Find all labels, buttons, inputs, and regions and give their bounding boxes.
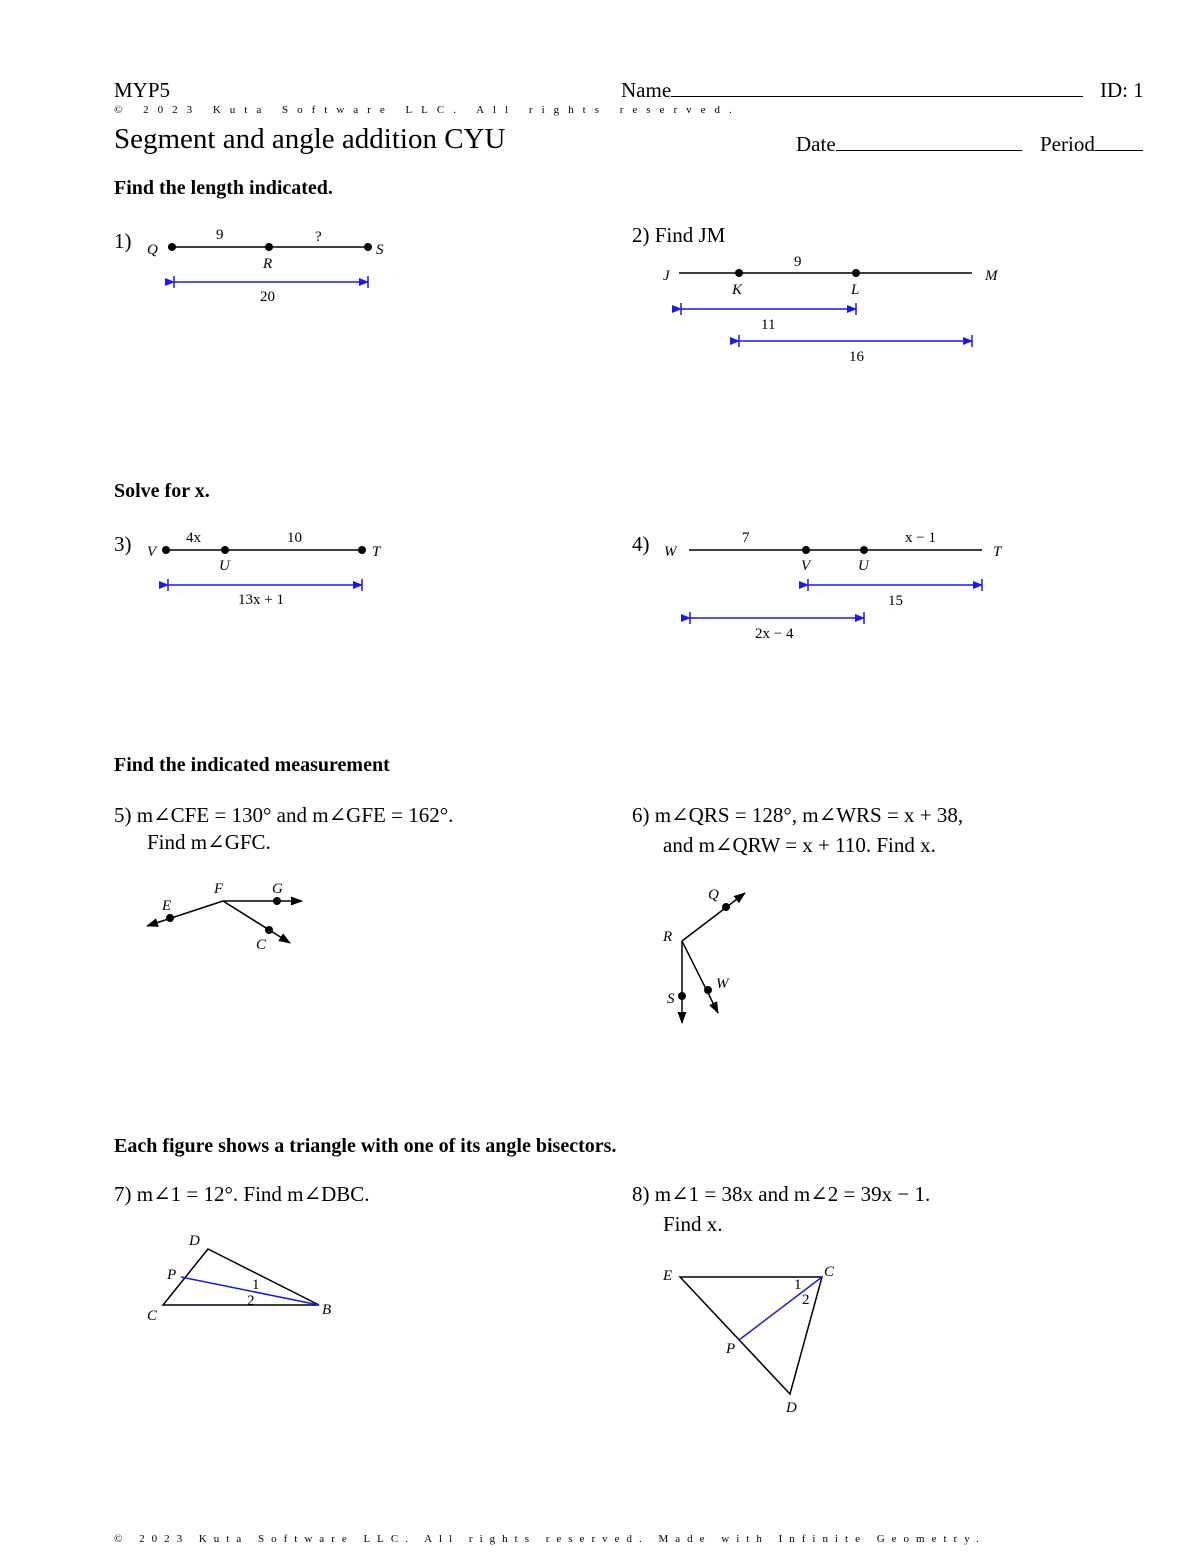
label-w: W — [716, 976, 729, 992]
point-v — [162, 546, 170, 554]
problem-2-text: Find JM — [654, 223, 726, 247]
problem-7-number: 7) — [114, 1182, 132, 1206]
label-vt-length: 15 — [888, 593, 903, 609]
label-km-length: 16 — [849, 349, 864, 365]
problem-2-number: 2) — [632, 223, 650, 247]
ray-fe — [147, 901, 223, 926]
course-label: MYP5 — [114, 78, 171, 102]
point-v — [802, 546, 810, 554]
problem-8-number: 8) — [632, 1182, 650, 1206]
name-label: Name — [621, 78, 672, 102]
problem-6-number: 6) — [632, 803, 650, 827]
label-w: W — [664, 544, 677, 560]
label-s: S — [667, 991, 675, 1007]
label-d: D — [786, 1400, 797, 1416]
figure-problem-7 — [147, 1233, 331, 1324]
label-q: Q — [708, 887, 719, 903]
figure-problem-4 — [664, 530, 1003, 642]
label-qr-length: 9 — [216, 227, 224, 243]
label-c: C — [147, 1308, 158, 1324]
triangle-ecd — [680, 1277, 822, 1394]
label-k: K — [732, 282, 743, 298]
figure-problem-8 — [662, 1264, 835, 1416]
footer-copyright: © 2023 Kuta Software LLC. All rights reserved. Made with Infinite Geometry. — [114, 1533, 986, 1545]
figure-problem-1 — [147, 227, 384, 305]
label-e: E — [162, 898, 172, 914]
label-rs-length: ? — [315, 229, 322, 245]
point-g — [273, 897, 281, 905]
label-g: G — [272, 881, 283, 897]
label-q: Q — [147, 242, 158, 258]
label-kl-length: 9 — [794, 254, 802, 270]
ray-rw — [682, 941, 718, 1013]
problem-1-number: 1) — [114, 229, 132, 253]
label-v: V — [147, 544, 157, 560]
label-f: F — [214, 881, 224, 897]
label-v: V — [801, 558, 811, 574]
point-u — [221, 546, 229, 554]
label-r: R — [663, 929, 673, 945]
label-l: L — [851, 282, 860, 298]
problem-5-line2: Find m∠GFC. — [147, 830, 271, 854]
point-l — [852, 269, 860, 277]
point-k — [735, 269, 743, 277]
copyright-top: © 2023 Kuta Software LLC. All rights reserved. — [114, 104, 741, 116]
problem-6-line1: m∠QRS = 128°, m∠WRS = x + 38, — [654, 803, 964, 827]
label-r: R — [263, 256, 273, 272]
point-s — [678, 992, 686, 1000]
point-q — [168, 243, 176, 251]
label-vt-length: 13x + 1 — [238, 592, 284, 608]
problem-5-number: 5) — [114, 803, 132, 827]
label-c: C — [824, 1264, 835, 1280]
label-p: P — [726, 1341, 736, 1357]
page-title: Segment and angle addition CYU — [114, 123, 506, 155]
problem-5-line1: m∠CFE = 130° and m∠GFE = 162°. — [136, 803, 454, 827]
date-label: Date — [796, 132, 836, 156]
label-ut-length: 10 — [287, 530, 302, 546]
problem-4-number: 4) — [632, 532, 650, 556]
figure-problem-2 — [663, 254, 999, 365]
id-label: ID: 1 — [1100, 78, 1144, 102]
section-heading-1: Find the length indicated. — [114, 177, 333, 199]
triangle-dbc — [163, 1249, 319, 1305]
label-p: P — [167, 1267, 177, 1283]
label-wv-length: 7 — [742, 530, 750, 546]
label-angle-2: 2 — [802, 1292, 810, 1308]
label-angle-1: 1 — [252, 1277, 260, 1293]
section-heading-4: Each figure shows a triangle with one of its angle bisectors. — [114, 1135, 617, 1157]
problem-6-line2: and m∠QRW = x + 110. Find x. — [663, 833, 936, 857]
label-e: E — [663, 1268, 673, 1284]
section-heading-2: Solve for x. — [114, 480, 210, 502]
label-jl-length: 11 — [761, 317, 776, 333]
label-s: S — [376, 242, 384, 258]
label-t: T — [993, 544, 1002, 560]
problem-7-line1: m∠1 = 12°. Find m∠DBC. — [136, 1182, 370, 1206]
point-r — [265, 243, 273, 251]
label-u: U — [858, 558, 869, 574]
problem-3-number: 3) — [114, 532, 132, 556]
problem-8-line1: m∠1 = 38x and m∠2 = 39x − 1. — [654, 1182, 931, 1206]
section-heading-3: Find the indicated measurement — [114, 754, 390, 776]
label-u: U — [219, 558, 230, 574]
point-t — [358, 546, 366, 554]
point-w — [704, 986, 712, 994]
point-e — [166, 914, 174, 922]
label-t: T — [372, 544, 381, 560]
point-u — [860, 546, 868, 554]
label-wu-length: 2x − 4 — [755, 626, 794, 642]
label-b: B — [322, 1302, 332, 1318]
label-j: J — [663, 268, 670, 284]
label-m: M — [985, 268, 998, 284]
figure-problem-3 — [147, 530, 382, 608]
label-angle-2: 2 — [247, 1293, 255, 1309]
point-s — [364, 243, 372, 251]
label-qs-length: 20 — [260, 289, 275, 305]
label-c: C — [256, 937, 267, 953]
label-ut-length: x − 1 — [905, 530, 936, 546]
problem-8-line2: Find x. — [663, 1212, 723, 1236]
point-q — [722, 903, 730, 911]
period-label: Period — [1040, 132, 1095, 156]
label-vu-length: 4x — [186, 530, 201, 546]
label-angle-1: 1 — [794, 1277, 802, 1293]
label-d: D — [189, 1233, 200, 1249]
point-c — [265, 926, 273, 934]
figure-problem-5 — [147, 881, 302, 953]
bisector-cp — [739, 1277, 822, 1340]
figure-problem-6 — [662, 887, 745, 1023]
